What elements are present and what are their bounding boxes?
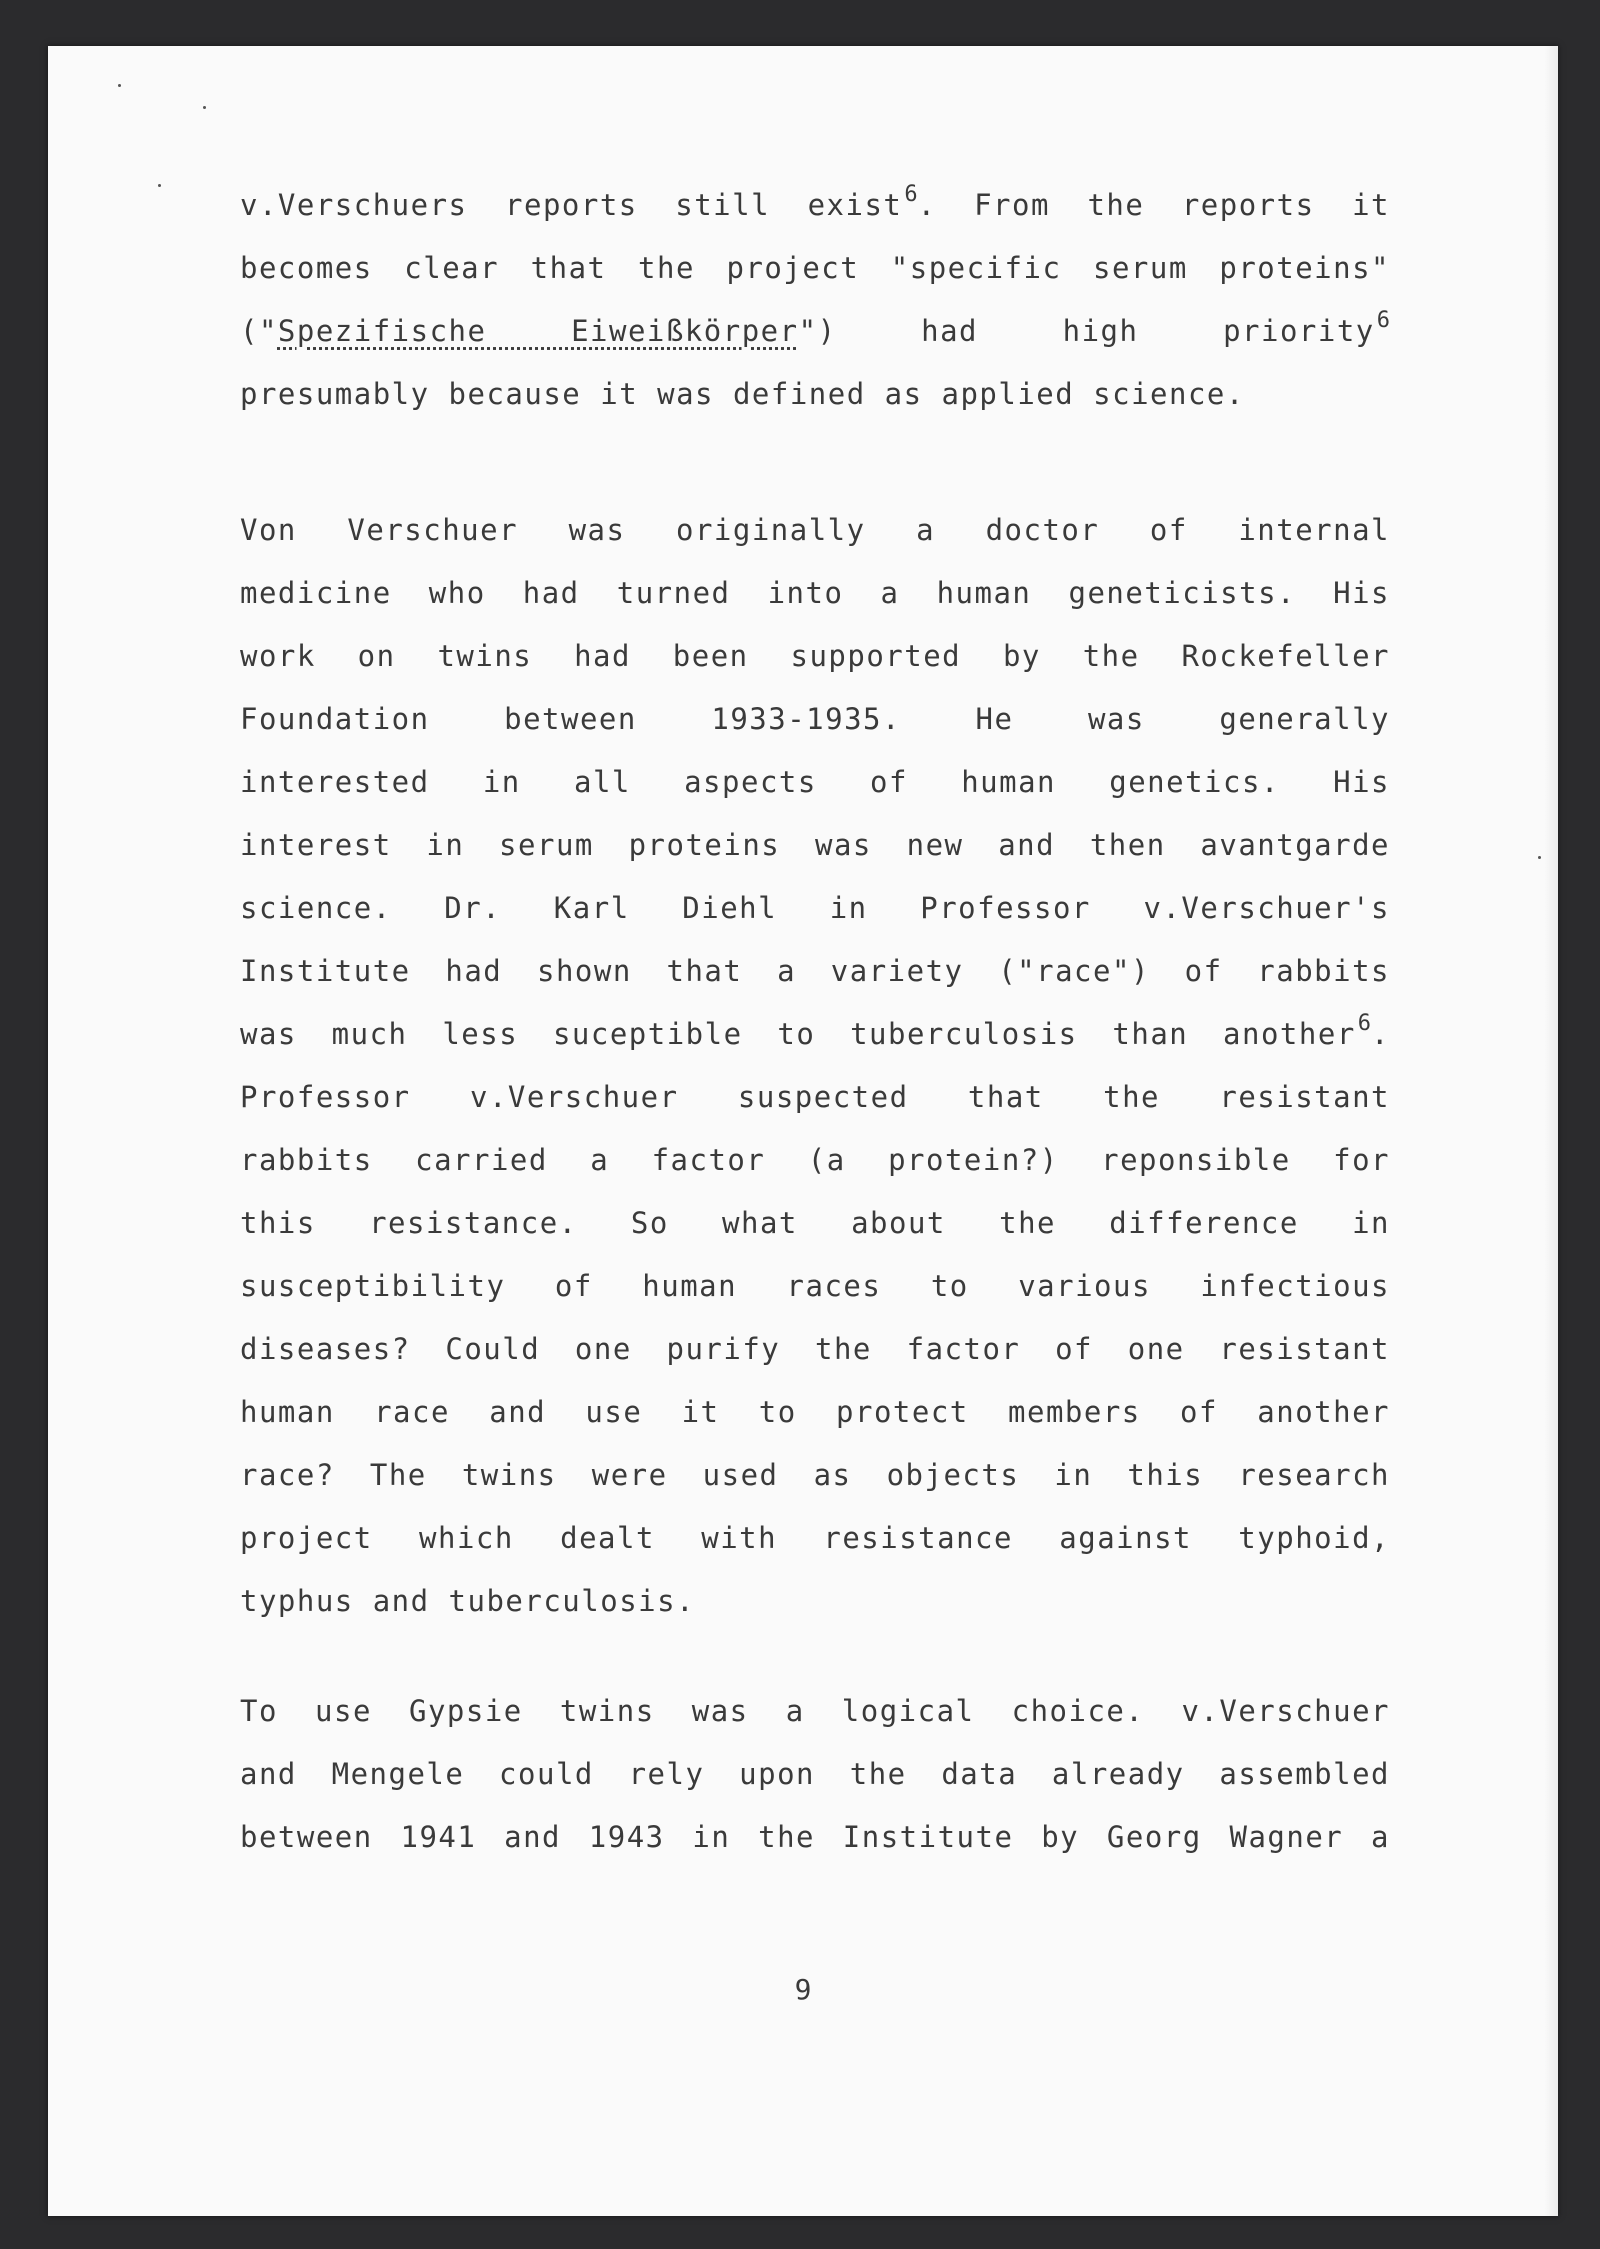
line-text: this resistance. So what about the difference in xyxy=(240,1206,1390,1240)
line-text: susceptibility of human races to various infectious xyxy=(240,1269,1390,1303)
text-line xyxy=(240,688,1390,751)
line-text: rabbits carried a factor (a protein?) reponsible for xyxy=(240,1143,1390,1177)
scan-speck xyxy=(203,106,206,109)
line-text: Professor v.Verschuer suspected that the resistant xyxy=(240,1080,1390,1114)
line-text: becomes clear that the project "specific serum proteins" xyxy=(240,251,1390,285)
text-line xyxy=(240,1003,1390,1066)
emphasized-term: Spezifische Eiweißkörper xyxy=(277,314,799,348)
scan-speck xyxy=(158,184,161,187)
line-text: (" xyxy=(240,314,278,348)
line-text: race? The twins were used as objects in this research xyxy=(240,1458,1390,1492)
text-line xyxy=(240,877,1390,940)
text-line xyxy=(240,1806,1390,1869)
line-text: between 1941 and 1943 in the Institute by Georg Wagner a xyxy=(240,1820,1390,1854)
text-line xyxy=(240,1381,1390,1444)
line-text: Institute had shown that a variety ("race") of rabbits xyxy=(240,954,1390,988)
line-text: project which dealt with resistance against typhoid, xyxy=(240,1521,1390,1555)
text-line xyxy=(240,1129,1390,1192)
text-line xyxy=(240,363,1390,426)
text-line xyxy=(240,751,1390,814)
line-text: . From the reports it xyxy=(917,188,1390,222)
document-page xyxy=(48,46,1558,2216)
line-text: was much less suceptible to tuberculosis than another xyxy=(240,1017,1356,1051)
footnote-reference: 6 xyxy=(904,182,918,207)
text-line xyxy=(240,1743,1390,1806)
scan-speck xyxy=(118,84,121,87)
paragraph-2 xyxy=(240,499,1390,1633)
text-line xyxy=(240,814,1390,877)
text-line xyxy=(240,1570,1390,1633)
text-line xyxy=(240,1066,1390,1129)
line-text: diseases? Could one purify the factor of one resistant xyxy=(240,1332,1390,1366)
text-line xyxy=(240,940,1390,1003)
line-text: . xyxy=(1371,1017,1390,1051)
text-line xyxy=(240,174,1390,237)
line-text: interested in all aspects of human genetics. His xyxy=(240,765,1390,799)
line-text: presumably because it was defined as applied science. xyxy=(240,377,1245,411)
line-text: human race and use it to protect members of another xyxy=(240,1395,1390,1429)
text-line xyxy=(240,562,1390,625)
text-line xyxy=(240,1255,1390,1318)
text-line xyxy=(240,1680,1390,1743)
line-text: medicine who had turned into a human geneticists. His xyxy=(240,576,1390,610)
scan-speck xyxy=(1538,856,1541,859)
text-line xyxy=(240,1318,1390,1381)
text-line xyxy=(240,300,1390,363)
text-line xyxy=(240,237,1390,300)
line-text: Foundation between 1933-1935. He was generally xyxy=(240,702,1390,736)
line-text: science. Dr. Karl Diehl in Professor v.Verschuer's xyxy=(240,891,1390,925)
line-text: work on twins had been supported by the Rockefeller xyxy=(240,639,1390,673)
footnote-reference: 6 xyxy=(1376,308,1390,333)
text-line xyxy=(240,499,1390,562)
text-line xyxy=(240,1192,1390,1255)
line-text: typhus and tuberculosis. xyxy=(240,1584,696,1618)
line-text: v.Verschuers reports still exist xyxy=(240,188,903,222)
footnote-reference: 6 xyxy=(1357,1011,1372,1036)
line-text: To use Gypsie twins was a logical choice. v.Verschuer xyxy=(240,1694,1390,1728)
text-line xyxy=(240,1507,1390,1570)
line-text: and Mengele could rely upon the data already assembled xyxy=(240,1757,1390,1791)
paragraph-1 xyxy=(240,174,1390,426)
text-line xyxy=(240,1444,1390,1507)
line-text: interest in serum proteins was new and then avantgarde xyxy=(240,828,1390,862)
text-line xyxy=(240,625,1390,688)
paragraph-3 xyxy=(240,1680,1390,1869)
page-number: 9 xyxy=(794,1973,812,2006)
line-text: Von Verschuer was originally a doctor of internal xyxy=(240,513,1390,547)
line-text: ") had high priority xyxy=(798,314,1375,348)
